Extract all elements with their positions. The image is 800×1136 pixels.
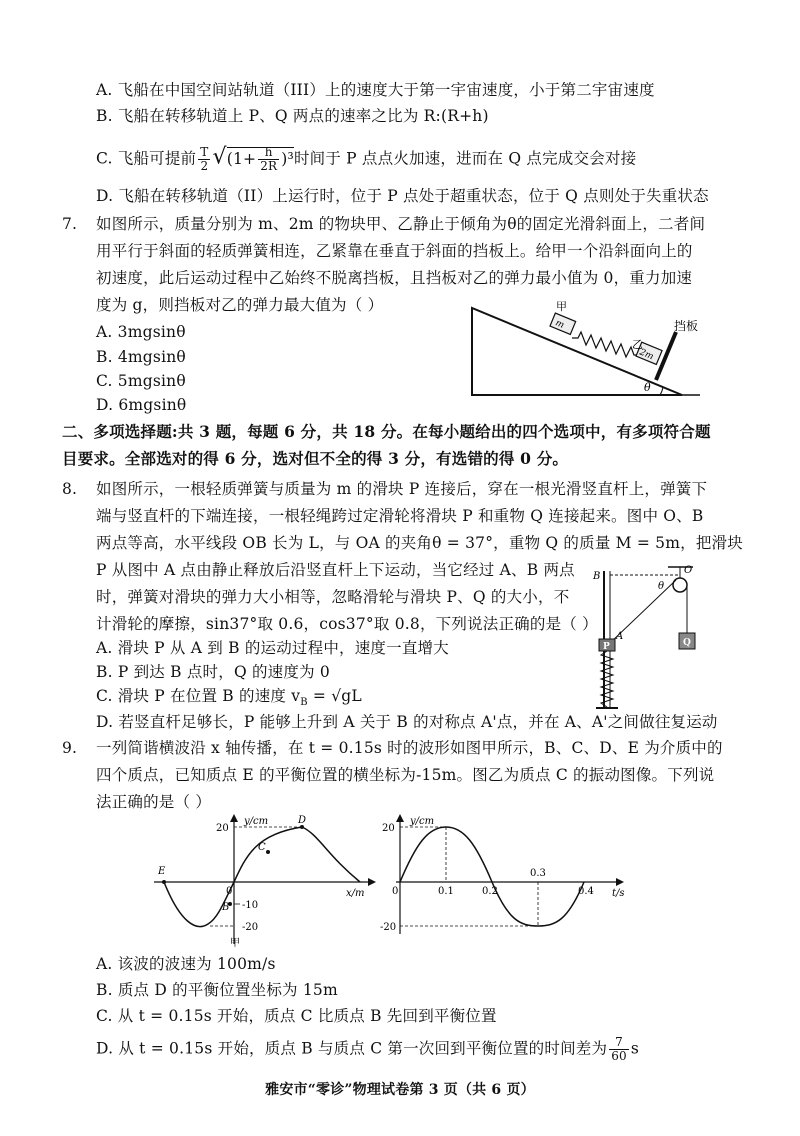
q9-line-1: 一列简谐横波沿 x 轴传播，在 t = 0.15s 时的波形如图甲所示，B、C、D、E 为介质中的	[96, 739, 723, 757]
spring-icon	[601, 651, 613, 707]
label-c: C	[258, 842, 266, 853]
q9-line-2: 四个质点，已知质点 E 的平衡位置的横坐标为-15m。图乙为质点 C 的振动图像。下列说	[96, 766, 715, 784]
x-axis-arrow	[368, 878, 376, 886]
block-yi-label: 2m	[637, 347, 655, 363]
frac-num: T	[200, 145, 209, 159]
q8-option-c-eq: = √gL	[307, 687, 362, 705]
label-jia: 甲	[556, 300, 567, 313]
label-p: P	[603, 642, 610, 652]
block-jia	[550, 313, 576, 334]
q7-option-c: C. 5mgsinθ	[96, 372, 186, 390]
point-c	[266, 850, 270, 854]
q8-pulley-figure	[588, 563, 718, 713]
y-label: y/cm	[410, 816, 435, 827]
q9-option-b: B. 质点 D 的平衡位置坐标为 15m	[96, 981, 338, 999]
label-e: E	[158, 866, 166, 877]
q9-number: 9.	[62, 739, 78, 757]
q9-line-3: 法正确的是（ ）	[96, 793, 212, 811]
frac-den: 2	[200, 159, 209, 173]
q8-line-4: P 从图中 A 点由静止释放后沿竖直杆上下运动，当它经过 A、B 两点	[96, 561, 575, 579]
label-board: 挡板	[674, 319, 699, 333]
tick-label-neg10: -10	[242, 900, 259, 911]
q9-vibration-graph	[380, 812, 640, 942]
tick-02: 0.2	[482, 886, 498, 897]
q7-line-3: 初速度，此后运动过程中乙始终不脱离挡板，且挡板对乙的弹力最小值为 0，重力加速	[96, 269, 693, 287]
pulley-icon	[673, 578, 687, 592]
q6-option-c	[96, 146, 636, 173]
point-e	[162, 880, 166, 884]
theta-arc	[660, 387, 663, 395]
label-b: B	[222, 902, 230, 913]
q7-option-b: B. 4mgsinθ	[96, 348, 186, 366]
q6-option-b: B. 飞船在转移轨道上 P、Q 两点的速率之比为 R:(R+h)	[96, 107, 489, 125]
q9-option-d	[96, 1036, 639, 1063]
tick-03: 0.3	[530, 868, 546, 879]
q9-option-d-unit: s	[630, 1039, 640, 1058]
frac-num: 7	[609, 1036, 629, 1050]
q7-line-1: 如图所示，质量分别为 m、2m 的物块甲、乙静止于倾角为θ的固定光滑斜面上，二者间	[96, 215, 706, 233]
frac-den: 60	[611, 1049, 627, 1063]
q9-option-d-text: D. 从 t = 0.15s 开始，质点 B 与质点 C 第一次回到平衡位置的时间差为	[96, 1039, 608, 1058]
label-o: O	[684, 565, 693, 576]
q8-number: 8.	[62, 480, 78, 498]
y-axis-arrow	[396, 814, 404, 822]
fraction-t-over-2	[198, 146, 210, 173]
tick-label-neg20: -20	[242, 922, 259, 933]
q8-line-2: 端与竖直杆的下端连接，一根轻绳跨过定滑轮将滑块 P 和重物 Q 连接起来。图中 O、B	[96, 507, 704, 525]
frac-den-2r: 2R	[260, 159, 278, 173]
origin-label: 0	[226, 886, 233, 897]
q8-line-1: 如图所示，一根轻质弹簧与质量为 m 的滑块 P 连接后，穿在一根光滑竖直杆上，弹簧下	[96, 480, 708, 498]
q8-option-d: D. 若竖直杆足够长，P 能够上升到 A 关于 B 的对称点 A'点，并在 A、A'之间做往复运动	[96, 713, 718, 731]
label-yi: 乙	[632, 338, 643, 351]
section2-line-1: 二、多项选择题:共 3 题，每题 6 分，共 18 分。在每小题给出的四个选项中，有多项符合题	[62, 422, 711, 441]
q7-line-4: 度为 g，则挡板对乙的弹力最大值为（ ）	[96, 296, 384, 314]
block-jia-label: m	[553, 318, 566, 331]
label-q: Q	[683, 638, 691, 648]
q8-option-a: A. 滑块 P 从 A 到 B 的运动过程中，速度一直增大	[96, 639, 449, 657]
q8-option-b: B. P 到达 B 点时，Q 的速度为 0	[96, 663, 330, 681]
q7-line-2: 用平行于斜面的轻质弹簧相连，乙紧靠在垂直于斜面的挡板上。给甲一个沿斜面向上的	[96, 242, 693, 260]
expr-inner: (1+	[226, 149, 257, 168]
q7-incline-figure	[460, 300, 710, 405]
fraction-h-over-2r	[258, 146, 279, 173]
tick-neg20: -20	[380, 922, 397, 933]
tick-04: 0.4	[578, 886, 594, 897]
label-theta: θ	[658, 581, 665, 592]
q6-option-c-prefix: C. 飞船可提前	[96, 149, 197, 168]
label-b: B	[593, 571, 601, 582]
y-axis-arrow	[230, 814, 238, 822]
section2-line-2: 目要求。全部选对的得 6 分，选对但不全的得 3 分，有选错的得 0 分。	[62, 449, 569, 468]
tick-01: 0.1	[438, 886, 454, 897]
label-theta: θ	[644, 381, 651, 394]
t-label: t/s	[612, 888, 625, 899]
y-label: y/cm	[244, 816, 269, 827]
q7-number: 7.	[62, 215, 78, 233]
t-axis-arrow	[616, 878, 624, 886]
label-d: D	[298, 815, 307, 826]
q8-line-6: 计滑轮的摩擦，sin37°取 0.6，cos37°取 0.8，下列说法正确的是（ ）	[96, 615, 598, 633]
frac-num-h: h	[258, 146, 279, 160]
q6-option-c-suffix: 时间于 P 点点火加速，进而在 Q 点完成交会对接	[293, 149, 637, 168]
label-a: A	[616, 631, 624, 642]
sqrt-body	[226, 145, 294, 173]
q7-option-a: A. 3mgsinθ	[96, 323, 186, 341]
tick-20: 20	[382, 823, 395, 834]
tick-20: 20	[216, 823, 229, 834]
origin-label: 0	[392, 886, 399, 897]
q6-option-d: D. 飞船在转移轨道（II）上运行时，位于 P 点处于超重状态，位于 Q 点则处于失重状态	[96, 187, 709, 205]
q8-line-3: 两点等高，水平线段 OB 长为 L，与 OA 的夹角θ = 37°，重物 Q 的质量 M = 5m，把滑块	[96, 534, 743, 552]
q8-option-c-text: C. 滑块 P 在位置 B 的速度 v	[96, 687, 301, 705]
q8-line-5: 时，弹簧对滑块的弹力大小相等，忽略滑轮与滑块 P、Q 的大小，不	[96, 588, 570, 606]
x-label: x/m	[346, 888, 365, 899]
q9-option-a: A. 该波的波速为 100m/s	[96, 955, 276, 973]
q7-option-d: D. 6mgsinθ	[96, 396, 187, 414]
expr-close: )³	[281, 149, 294, 168]
q8-option-c	[96, 686, 362, 713]
q8-option-c-sub: B	[300, 697, 308, 709]
vibration-curve	[400, 827, 584, 926]
graph-caption: 甲	[230, 938, 240, 949]
fraction-7-over-60	[609, 1036, 629, 1063]
q9-wave-graph	[150, 812, 380, 952]
q6-option-a: A. 飞船在中国空间站轨道（III）上的速度大于第一宇宙速度，小于第二宇宙速度	[96, 81, 655, 99]
q9-option-c: C. 从 t = 0.15s 开始，质点 C 比质点 B 先回到平衡位置	[96, 1007, 497, 1025]
page-footer: 雅安市“零诊”物理试卷第 3 页（共 6 页）	[265, 1082, 535, 1098]
sqrt-icon: √	[212, 144, 227, 170]
